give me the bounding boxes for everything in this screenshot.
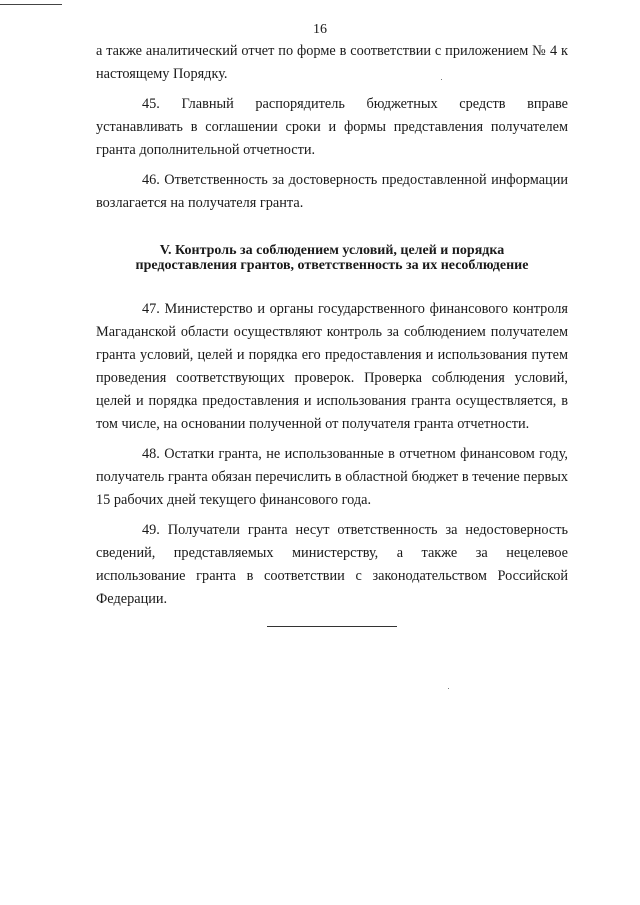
end-separator-line [267,626,397,627]
scan-speck [448,688,449,689]
document-body [96,40,568,627]
scan-speck [441,79,442,80]
corner-scan-line [0,4,62,5]
paragraph-49: 49. Получатели гранта несут ответственность за недостоверность сведений, представляемых министерству, а также за нецелевое использование гранта в соответствии с законодательством Российской Федерации. [96,522,568,607]
page-number: 16 [313,22,327,37]
paragraph-continuation: а также аналитический отчет по форме в соответствии с приложением № 4 к настоящему Порядку. [96,43,568,82]
paragraph-48: 48. Остатки гранта, не использованные в отчетном финансовом году, получатель гранта обязан перечислить в областной бюджет в течение первых 15 рабочих дней текущего финансового года. [96,446,568,508]
paragraph-46: 46. Ответственность за достоверность предоставленной информации возлагается на получателя гранта. [96,172,568,211]
paragraph-47: 47. Министерство и органы государственного финансового контроля Магаданской области осуществляют контроль за соблюдением получателем гранта условий, целей и порядка его предоставления и использования путем проведения соответствующих проверок. Проверка соблюдения условий, целей и порядка предоставления и использования гранта осуществляется, в том числе, на основании полученной от получателя гранта отчетности. [96,301,568,432]
section-heading: V. Контроль за соблюдением условий, целей и порядка предоставления грантов, ответственность за их несоблюдение [135,243,529,273]
paragraph-45: 45. Главный распорядитель бюджетных средств вправе устанавливать в соглашении сроки и формы представления получателем гранта дополнительной отчетности. [96,96,568,158]
